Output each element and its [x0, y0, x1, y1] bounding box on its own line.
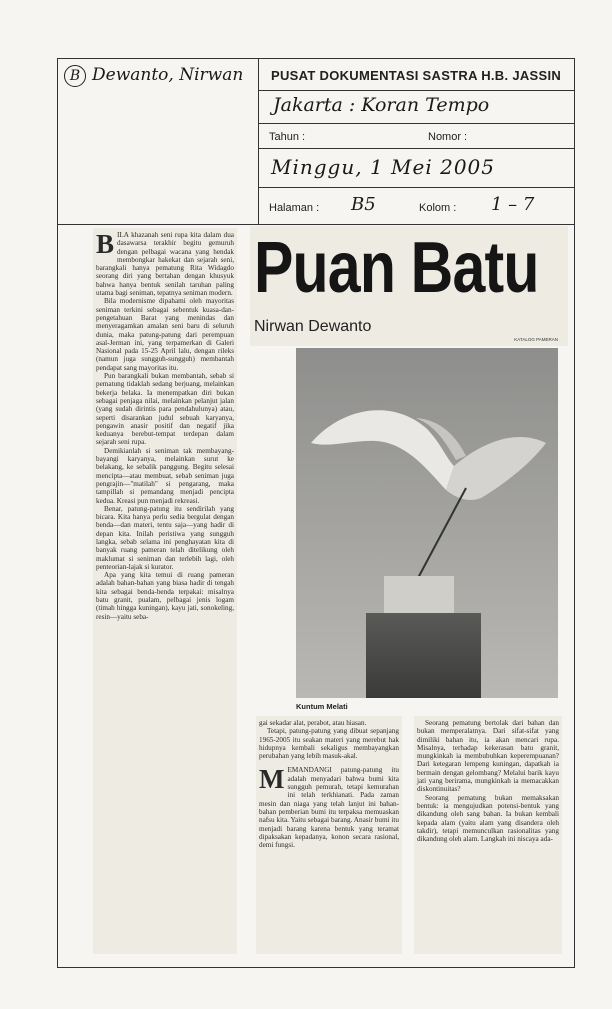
kolom-label: Kolom : [419, 202, 457, 214]
date-row [259, 149, 574, 188]
headline-block [250, 226, 568, 346]
article-author: Nirwan Dewanto [254, 318, 372, 335]
author-cell [58, 59, 259, 224]
page-column-row [259, 188, 574, 224]
dropcap-b: B [96, 229, 115, 259]
institution-name: PUSAT DOKUMENTASI SASTRA H.B. JASSIN [271, 68, 562, 83]
article-column-1: BILA khazanah seni rupa kita dalam dua dasawarsa terakhir begitu gemuruh dengan pelbagai wacana yang hendak membongkar hakekat dan sejarah seni, barangkali hanya pematung Rita Widagdo seorang diri yang bertahan dengan khusyuk bahwa hanya bentuk senilah taruhan paling utama bagi seniman, tepatnya seniman modern. Bila modernisme dipahami oleh mayoritas seniman terkini sebagai sebentuk kuasa-dan-pengetahuan Barat yang menindas dan menyeragamkan amalan seni baru di seluruh dunia, maka patung-patung dari perempuan asal-Jerman ini, yang terpamerkan di Galeri Nasional pada 15-25 April lalu, dengan rileks (namun juga sungguh-sungguh) membantah pendapat sang mayoritas itu. Pun barangkali bukan membantah, sebab si pematung tidaklah sedang berjuang, melainkan bekerja belaka. Ia menempatkan diri bukan sebagai penjaga nilai, melainkan pelanjut jalan (yang sudah dirintis para pendahulunya) atau, seperti disarankan judul sebuah karyanya, pengawin anasir positif dan negatif jika keduanya berebut-tempat terdepan dalam sejarah seni rupa. Demikianlah si seniman tak membayang-bayangi karyanya, melainkan surut ke belakang, ke sebalik panggung. Begitu selesai mencipta—atau membuat, sebab seniman juga pengrajin—"matilah" si pengarang, maka tampillah si pemandang menjadi pencipta kedua. Kreasi pun menjadi rekreasi. Benar, patung-patung itu sendirilah yang bicara. Kita hanya perlu sedia bergulat dengan benda—dan materi, tentu saja—yang hadir di depan kita. Inilah peristiwa yang sungguh langka, sebab selama ini penghayatan kita di banyak ruang pameran telah ditelikung oleh maklumat si seniman dan terlebih lagi, oleh penteorian-lajak si kurator. Apa yang kita temui di ruang pameran adalah bahan-bahan yang biasa hadir di tengah kita sebagai benda-benda terpakai: misalnya batu granit, pualam, pelbagai jenis logam (timah hingga kuningan), kayu jati, sonokeling, resin—yaitu seba- [93, 228, 237, 954]
sculpture-illustration [296, 348, 558, 698]
year-number-row [259, 124, 574, 149]
author-handwriting: B Dewanto, Nirwan [64, 65, 243, 87]
article-column-2: gai sekadar alat, perabot, atau hiasan. Tetapi, patung-patung yang dibuat sepanjang 1965-2005 itu seakan materi yang merebut hak hidupnya kembali sekaligus membayangkan perubahan yang lebih masuk-akal. MEMANDANGI patung-patung itu adalah menyadari bahwa bumi kita sungguh pemurah, tetapi kemurahan ini telah terkhianati. Pada zaman mesin dan niaga yang telah lanjut ini bahan-bahan pemberian bumi itu terpaksa memuaskan nafsu kita. Yaitu sebagai barang. Anasir bumi itu menjadi barang karena bentuk yang teramat dipaksakan kepadanya, konon secara rasional, demi fungsi. [256, 716, 402, 954]
article-column-3: Seorang pematung bertolak dari bahan dan bukan memperalatnya. Dari sifat-sifat yang dimiliki bahan itu, ia akan mencari rupa. Misalnya, terhadap kekerasan batu granit, mungkinkah ia membubuhkan keperempuanan? Dari ketegaran lempeng kuningan, dapatkah ia bermain dengan gelombang? Melalui barik kayu jati yang berirama, mungkinkah ia memacakkan diskontinuitas? Seorang pematung bukan memaksakan bentuk: ia mengujudkan potensi-bentuk yang dikandung oleh sang bahan. Ia bukan kembali kepada alam (yaitu alam yang disandera oleh takdir), tetapi memunculkan rasionalitas yang dikandung oleh alam. Langkah ini niscaya ada- [414, 716, 562, 954]
document-info [259, 59, 574, 224]
archive-header-form [57, 58, 575, 225]
source-handwriting: Jakarta : Koran Tempo [273, 94, 490, 116]
dropcap-m: M [259, 764, 285, 795]
tahun-label: Tahun : [269, 131, 306, 143]
date-handwriting: Minggu, 1 Mei 2005 [271, 155, 496, 179]
sculpture-photo [296, 348, 558, 698]
photo-credit: KATALOG PAMERAN [514, 337, 558, 342]
halaman-value: B5 [351, 194, 376, 215]
halaman-label: Halaman : [269, 202, 320, 214]
article-title: Puan Batu [254, 228, 539, 308]
circled-letter: B [64, 65, 86, 87]
kolom-value: 1 – 7 [491, 194, 535, 215]
nomor-label: Nomor : [428, 131, 468, 143]
institution-row [259, 59, 574, 91]
photo-caption: Kuntum Melati [296, 702, 348, 711]
source-row [259, 91, 574, 124]
